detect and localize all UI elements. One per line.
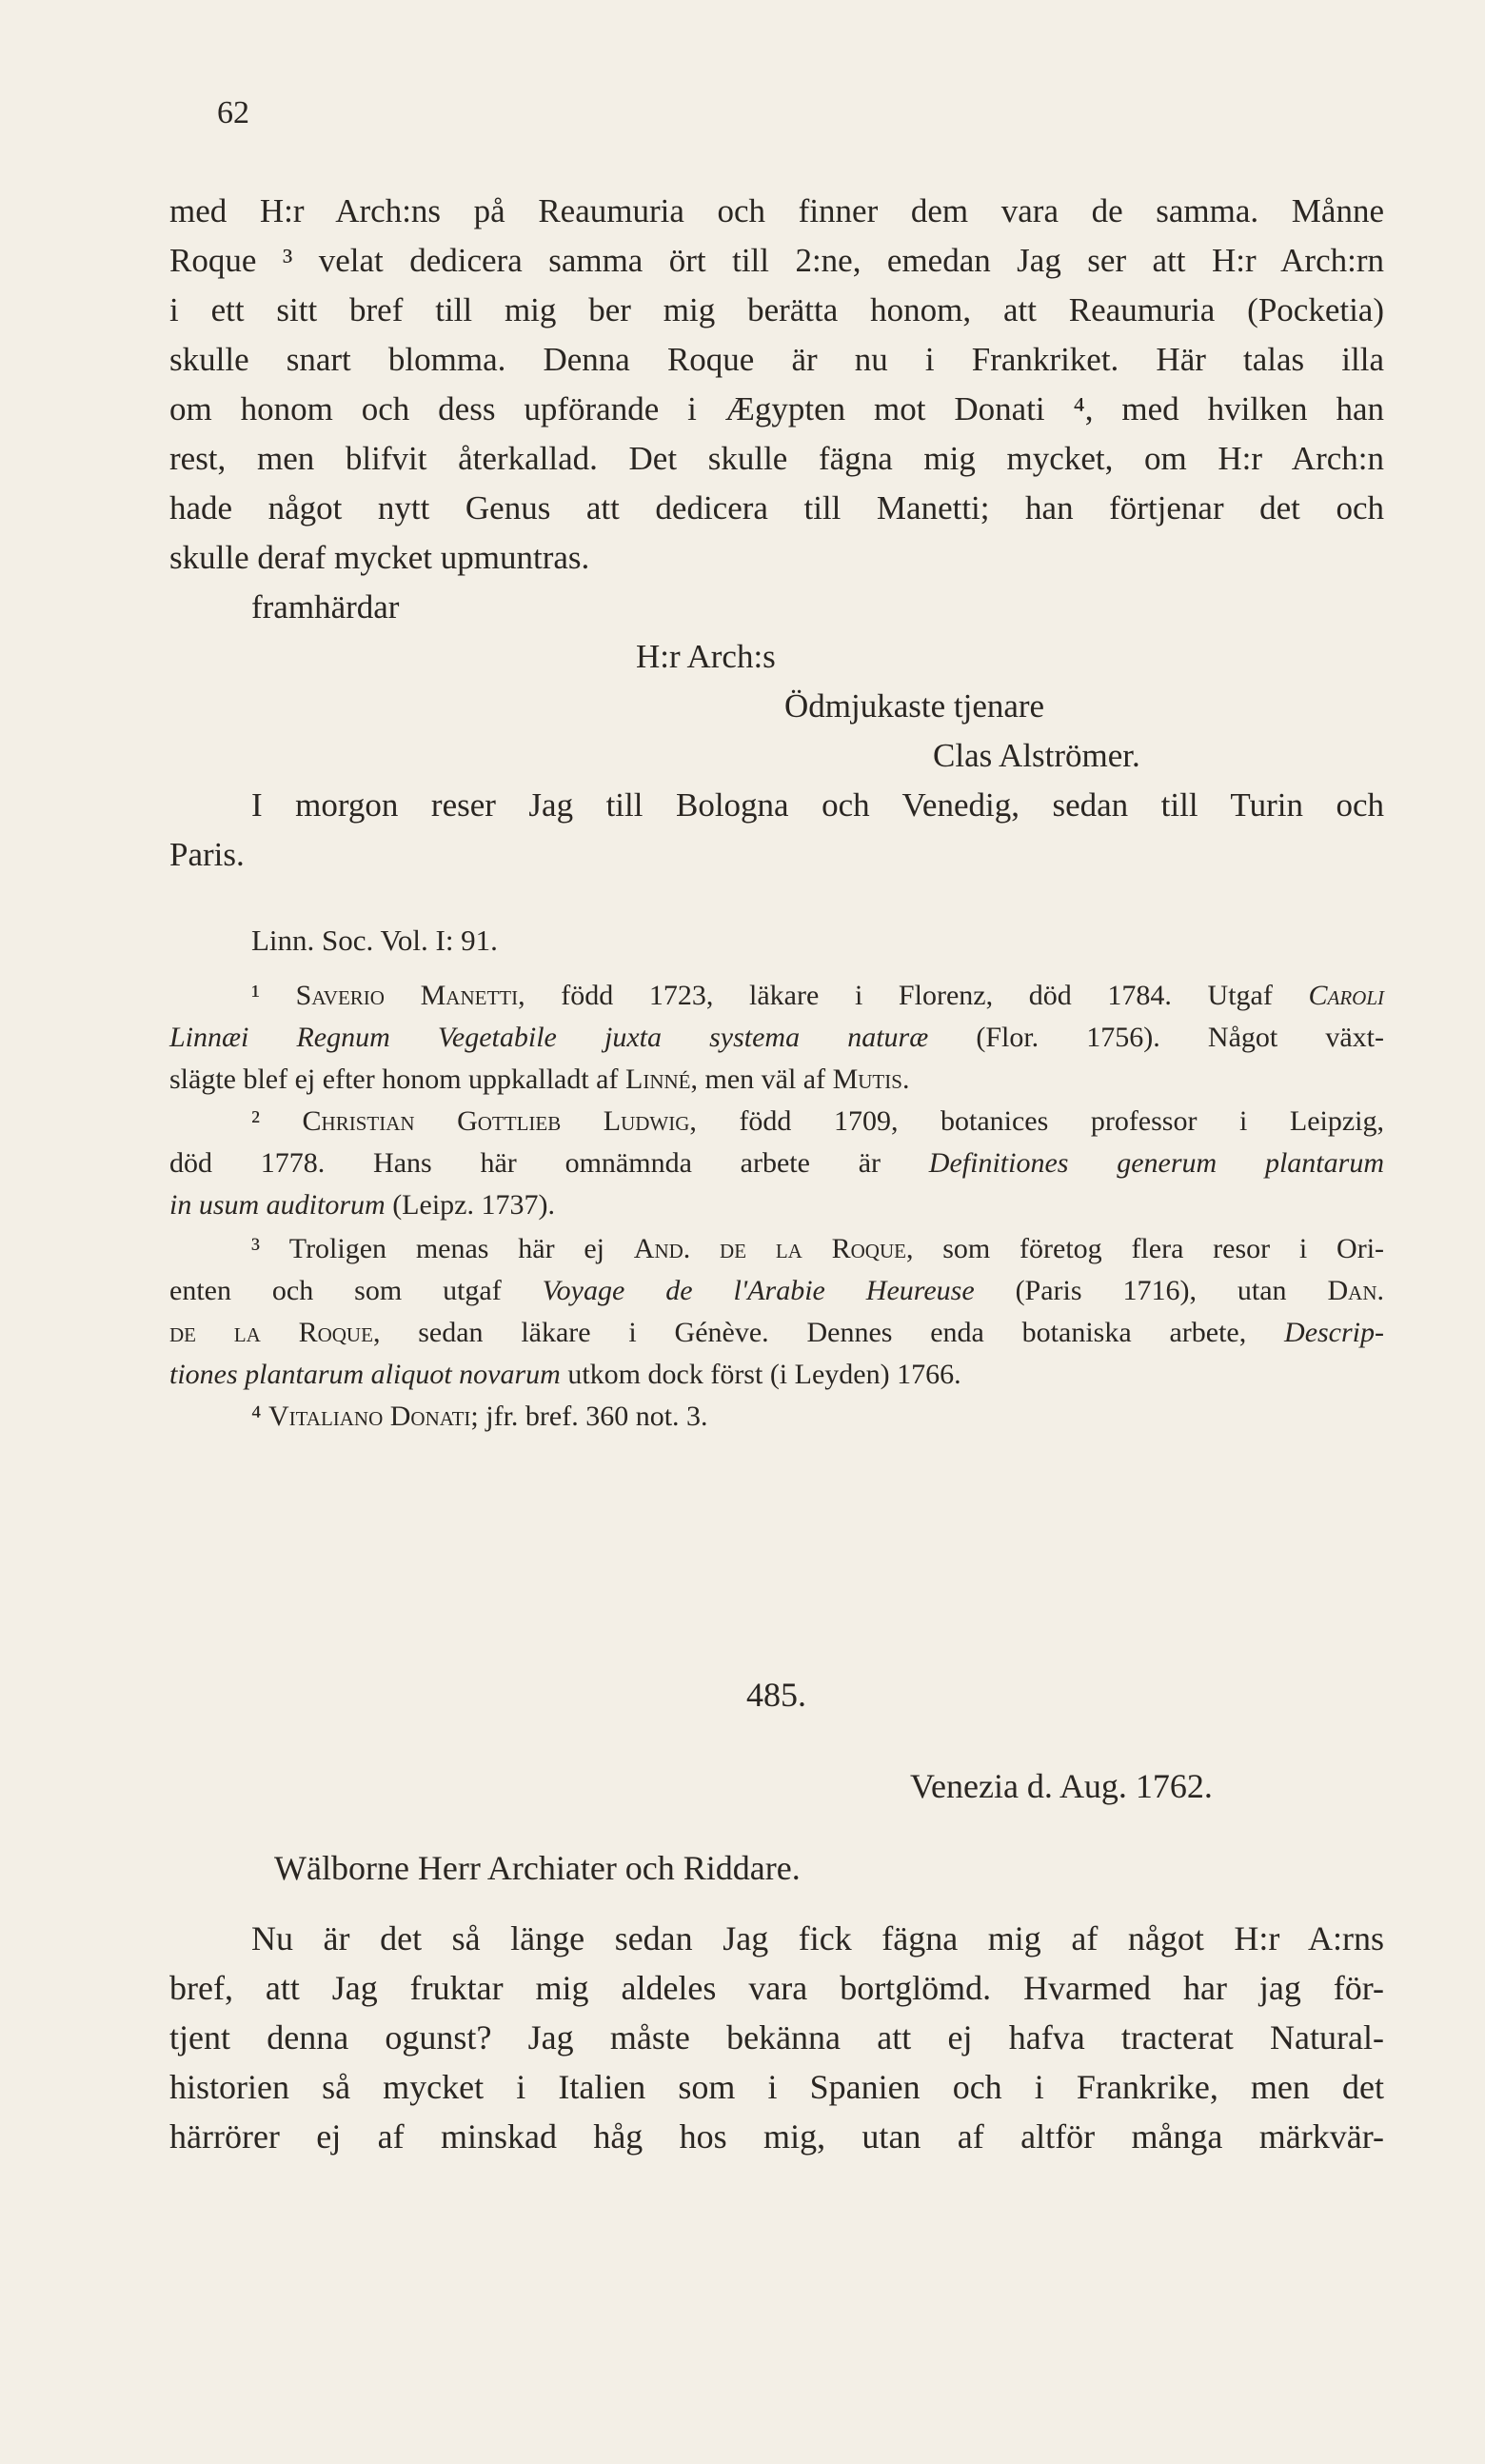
text-line: hade något nytt Genus att dedicera till Manetti; han förtjenar det och <box>169 489 1384 527</box>
text-line: Nu är det så länge sedan Jag fick fägna mig af något H:r A:rns <box>251 1919 1384 1957</box>
text-line: tjent denna ogunst? Jag måste bekänna att ej hafva tracterat Natural- <box>169 2018 1384 2057</box>
letter-salutation: Wälborne Herr Archiater och Riddare. <box>274 1849 801 1887</box>
footnote-1-line-2: Linnæi Regnum Vegetabile juxta systema naturæ (Flor. 1756). Något växt- <box>169 1022 1384 1053</box>
text-line: Roque ³ velat dedicera samma ört till 2:ne, emedan Jag ser att H:r Arch:rn <box>169 242 1384 279</box>
text-line: rest, men blifvit återkallad. Det skulle fägna mig mycket, om H:r Arch:n <box>169 440 1384 477</box>
footnote-3-line-4: tiones plantarum aliquot novarum utkom dock först (i Leyden) 1766. <box>169 1359 961 1390</box>
text-line: härrörer ej af minskad håg hos mig, utan af altför många märkvär- <box>169 2117 1384 2156</box>
letter-dateline: Venezia d. Aug. 1762. <box>910 1767 1213 1805</box>
closing-address: H:r Arch:s <box>636 638 776 675</box>
text-line: historien så mycket i Italien som i Spanien och i Frankrike, men det <box>169 2068 1384 2106</box>
footnote-1-line-3: slägte blef ej efter honom uppkalladt af Linné, men väl af Mutis. <box>169 1063 910 1095</box>
text-line: bref, att Jag fruktar mig aldeles vara bortglömd. Hvarmed har jag för- <box>169 1969 1384 2007</box>
footnote-2-line-2: död 1778. Hans här omnämnda arbete är Definitiones generum plantarum <box>169 1147 1384 1179</box>
footnote-1: ¹ Saverio Manetti, född 1723, läkare i Florenz, död 1784. Utgaf Caroli <box>251 980 1384 1011</box>
source-reference: Linn. Soc. Vol. I: 91. <box>251 924 498 957</box>
closing-formula: framhärdar <box>251 588 400 626</box>
page-number: 62 <box>217 95 249 130</box>
postscript-continued: Paris. <box>169 836 245 873</box>
footnote-3: ³ Troligen menas här ej And. de la Roque, som företog flera resor i Ori- <box>251 1233 1385 1264</box>
footnote-2: ² Christian Gottlieb Ludwig, född 1709, botanices professor i Leipzig, <box>251 1105 1384 1137</box>
text-line: i ett sitt bref till mig ber mig berätta honom, att Reaumuria (Pocketia) <box>169 291 1384 328</box>
text-line: om honom och dess upförande i Ægypten mot Donati ⁴, med hvilken han <box>169 390 1384 427</box>
footnote-4: ⁴ Vitaliano Donati; jfr. bref. 360 not. 3. <box>251 1401 708 1432</box>
postscript: I morgon reser Jag till Bologna och Venedig, sedan till Turin och <box>251 786 1384 824</box>
text-line: med H:r Arch:ns på Reaumuria och finner dem vara de samma. Månne <box>169 192 1384 229</box>
text-line: skulle snart blomma. Denna Roque är nu i Frankriket. Här talas illa <box>169 341 1384 378</box>
signature: Clas Alströmer. <box>933 737 1140 774</box>
letter-number: 485. <box>746 1676 806 1714</box>
closing-servant: Ödmjukaste tjenare <box>784 687 1045 725</box>
footnote-2-line-3: in usum auditorum (Leipz. 1737). <box>169 1189 555 1221</box>
footnote-3-line-2: enten och som utgaf Voyage de l'Arabie Heureuse (Paris 1716), utan Dan. <box>169 1275 1384 1306</box>
footnote-3-line-3: de la Roque, sedan läkare i Génève. Dennes enda botaniska arbete, Descrip- <box>169 1317 1385 1348</box>
text-line: skulle deraf mycket upmuntras. <box>169 539 590 576</box>
